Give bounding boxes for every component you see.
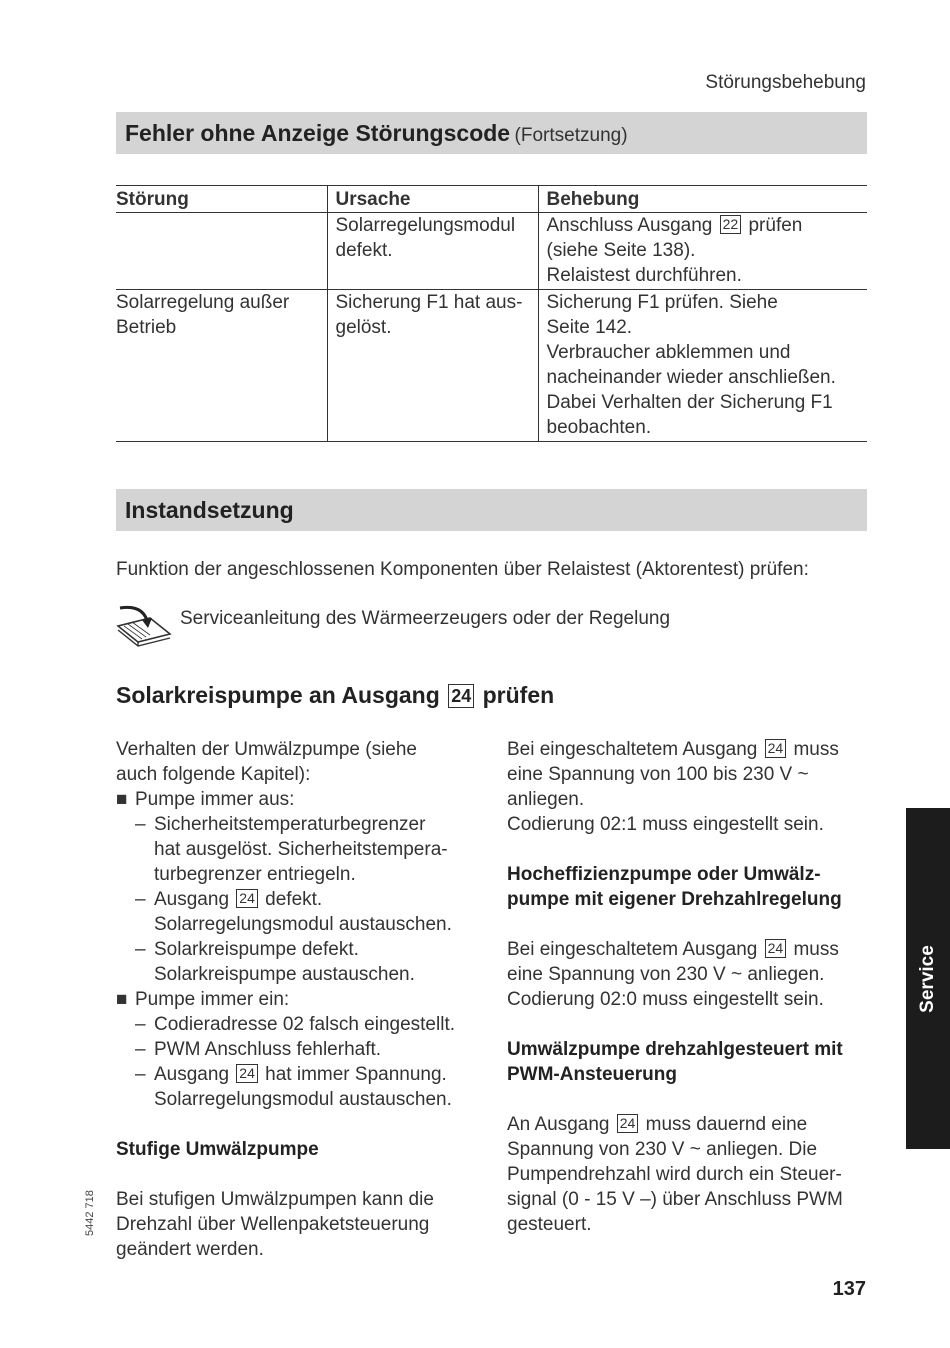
text-line: Verhalten der Umwälzpumpe (siehe [116, 739, 417, 760]
cell-line [547, 213, 868, 238]
bullet-item [116, 787, 486, 812]
text-line: signal (0 - 15 V –) über Anschluss PWM [507, 1189, 843, 1210]
dash-item [116, 812, 486, 837]
text-line: Spannung von 230 V ~ anliegen. Die [507, 1139, 818, 1160]
text: muss [793, 739, 839, 760]
text-line: Solarkreispumpe austauschen. [154, 964, 415, 985]
text-line: Codierung 02:0 muss eingestellt sein. [507, 989, 824, 1010]
cell-line: Sicherung F1 hat aus- [335, 292, 523, 313]
dash-bullet-icon: – [135, 1039, 146, 1060]
terminal-number-box: 24 [236, 889, 258, 908]
text: Sicherheitstemperaturbegrenzer [154, 814, 426, 835]
col-header-behebung: Behebung [538, 186, 867, 213]
document-number: 5442 718 [84, 1190, 96, 1236]
text: muss dauernd eine [645, 1114, 808, 1135]
text-line: Pumpendrehzahl wird durch ein Steuer- [507, 1164, 842, 1185]
subheading: PWM-Ansteuerung [507, 1064, 677, 1085]
intro-text: Funktion der angeschlossenen Komponenten über Relaistest (Aktorentest) prüfen: [116, 559, 809, 580]
text-line: auch folgende Kapitel): [116, 764, 311, 785]
dash-item [116, 1037, 486, 1062]
cell-ursache [327, 213, 538, 290]
cell-line: (siehe Seite 138). [546, 240, 696, 261]
service-tab[interactable] [906, 808, 950, 1149]
text-line: Drehzahl über Wellenpaketsteuerung [116, 1214, 430, 1235]
text: defekt. [265, 889, 323, 910]
cell-line: Solarregelung außer [116, 292, 290, 313]
text: hat immer Spannung. [265, 1064, 447, 1085]
cell-line: beobachten. [546, 417, 652, 438]
page-number: 137 [832, 1278, 866, 1300]
cell-line: Solarregelungsmodul [335, 215, 516, 236]
text: Bei eingeschaltetem Ausgang [507, 739, 758, 760]
bullet-item [116, 987, 486, 1012]
dash-bullet-icon: – [135, 814, 146, 835]
cell-stoerung [116, 290, 327, 442]
col-header-ursache: Ursache [327, 186, 538, 213]
section-title: Instandsetzung [125, 497, 294, 523]
cell-line: Relaistest durchführen. [546, 265, 742, 286]
square-bullet-icon: ■ [116, 989, 128, 1010]
cell-line: Verbraucher abklemmen und [546, 342, 791, 363]
text: Solarkreispumpe defekt. [154, 939, 359, 960]
text: muss [793, 939, 839, 960]
text-line: Bei stufigen Umwälzpumpen kann die [116, 1189, 434, 1210]
cell-line: Sicherung F1 prüfen. Siehe [546, 292, 778, 313]
text: Codieradresse 02 falsch eingestellt. [154, 1014, 456, 1035]
text-line: eine Spannung von 100 bis 230 V ~ [507, 764, 809, 785]
subheading: Umwälzpumpe drehzahlgesteuert mit [507, 1039, 843, 1060]
dash-bullet-icon: – [135, 1014, 146, 1035]
cell-line: Seite 142. [546, 317, 633, 338]
trouble-table [116, 185, 867, 442]
table-header-row [116, 186, 867, 213]
col-header-stoerung: Störung [116, 186, 327, 213]
subheading: Hocheffizienzpumpe oder Umwälz- [507, 864, 821, 885]
text-line: hat ausgelöst. Sicherheitstempera- [154, 839, 448, 860]
text-line: turbegrenzer entriegeln. [154, 864, 356, 885]
text-line: gesteuert. [507, 1214, 592, 1235]
text-line: anliegen. [507, 789, 585, 810]
text: Pumpe immer ein: [135, 989, 290, 1010]
cell-line: Betrieb [116, 317, 177, 338]
text: Bei eingeschaltetem Ausgang [507, 939, 758, 960]
dash-item [116, 1062, 486, 1087]
text-line [507, 1112, 879, 1137]
text-line [507, 937, 879, 962]
text-line: geändert werden. [116, 1239, 264, 1260]
cell-line: gelöst. [335, 317, 392, 338]
terminal-number-box: 24 [617, 1114, 639, 1133]
terminal-number-box: 24 [236, 1064, 258, 1083]
text-line: Solarregelungsmodul austauschen. [154, 1089, 452, 1110]
text: An Ausgang [507, 1114, 610, 1135]
dash-item [116, 887, 486, 912]
subheading: pumpe mit eigener Drehzahlregelung [507, 889, 842, 910]
subheading: Stufige Umwälzpumpe [116, 1139, 319, 1160]
text: prüfen [748, 215, 803, 236]
square-bullet-icon: ■ [116, 789, 128, 810]
section-band-instandsetzung [116, 489, 867, 531]
cell-behebung [538, 213, 867, 290]
text-line: Solarregelungsmodul austauschen. [154, 914, 452, 935]
dash-bullet-icon: – [135, 1064, 146, 1085]
cell-line: defekt. [335, 240, 393, 261]
reference-text: Serviceanleitung des Wärmeerzeugers oder der Regelung [180, 608, 671, 629]
text: PWM Anschluss fehlerhaft. [154, 1039, 382, 1060]
text-line: Codierung 02:1 muss eingestellt sein. [507, 814, 824, 835]
section-band-fehler [116, 112, 867, 154]
book-reference-icon [114, 604, 176, 650]
cell-line: Dabei Verhalten der Sicherung F1 [546, 392, 833, 413]
cell-stoerung [116, 213, 327, 290]
text: Pumpe immer aus: [135, 789, 295, 810]
cell-line: nacheinander wieder anschließen. [546, 367, 836, 388]
terminal-number-box: 24 [765, 739, 787, 758]
cell-ursache [327, 290, 538, 442]
running-header: Störungsbehebung [705, 72, 866, 93]
dash-bullet-icon: – [135, 889, 146, 910]
heading-text: prüfen [482, 682, 555, 708]
pump-heading [116, 682, 554, 709]
table-row [116, 290, 867, 442]
text: Ausgang [154, 889, 230, 910]
service-tab-label: Service [917, 944, 938, 1013]
table-row [116, 213, 867, 290]
terminal-number-box: 22 [720, 215, 742, 234]
terminal-number-box: 24 [765, 939, 787, 958]
text: Anschluss Ausgang [546, 215, 713, 236]
cell-behebung [538, 290, 867, 442]
terminal-number-box: 24 [448, 684, 474, 708]
text-line: eine Spannung von 230 V ~ anliegen. [507, 964, 825, 985]
right-column [507, 737, 879, 1237]
heading-text: Solarkreispumpe an Ausgang [116, 682, 440, 708]
left-column [116, 737, 486, 1262]
section-subtitle: (Fortsetzung) [514, 125, 628, 146]
text: Ausgang [154, 1064, 230, 1085]
dash-item [116, 937, 486, 962]
section-title: Fehler ohne Anzeige Störungscode [125, 120, 511, 146]
dash-bullet-icon: – [135, 939, 146, 960]
text-line [507, 737, 879, 762]
dash-item [116, 1012, 486, 1037]
